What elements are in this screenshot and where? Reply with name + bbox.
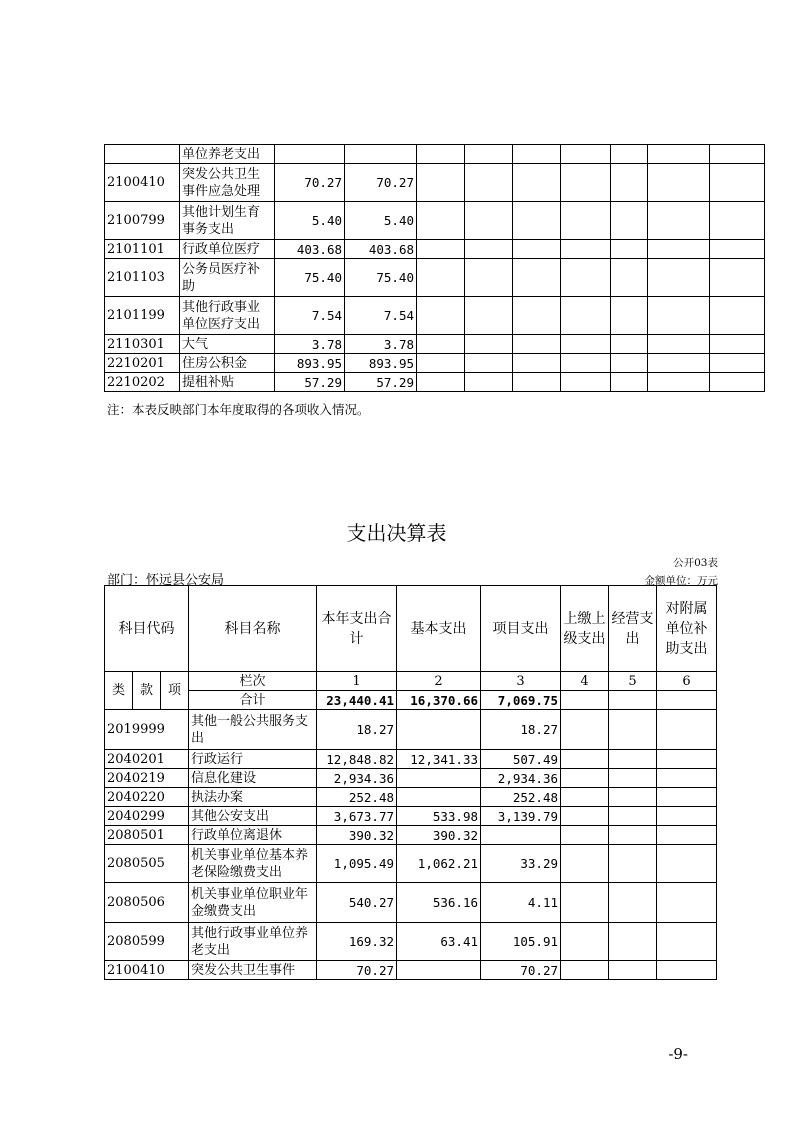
empty-cell [710, 297, 765, 335]
row-code: 2101199 [105, 297, 180, 335]
row-code: 2101101 [105, 240, 180, 259]
empty-cell [611, 202, 648, 240]
empty-cell [611, 145, 648, 164]
table-row [105, 145, 765, 164]
row-basic: 57.29 [345, 373, 417, 392]
empty-cell [609, 845, 657, 883]
col-num-5: 5 [609, 672, 657, 691]
row-project [481, 826, 561, 845]
empty-cell [465, 354, 513, 373]
row-code: 2040220 [105, 788, 189, 807]
empty-cell [611, 354, 648, 373]
header-upper: 上缴上级支出 [561, 586, 609, 672]
sum-label: 合计 [189, 691, 317, 710]
row-code: 2101103 [105, 259, 180, 297]
empty-cell [710, 335, 765, 354]
table-row [105, 297, 765, 335]
empty-cell [561, 335, 611, 354]
empty-cell [609, 710, 657, 750]
empty-cell [611, 164, 648, 202]
empty-cell [417, 373, 465, 392]
table-row [105, 788, 717, 807]
table-row [105, 961, 717, 980]
row-basic: 75.40 [345, 259, 417, 297]
table-row [105, 354, 765, 373]
empty-cell [657, 807, 717, 826]
empty-cell [417, 354, 465, 373]
department-label: 部门：怀远县公安局 [107, 573, 225, 588]
empty-cell [561, 883, 609, 923]
empty-cell [417, 240, 465, 259]
empty-cell [561, 923, 609, 961]
empty-cell [657, 883, 717, 923]
empty-cell [465, 240, 513, 259]
empty-cell [513, 335, 561, 354]
row-code: 2040201 [105, 750, 189, 769]
empty-cell [513, 297, 561, 335]
empty-cell [561, 807, 609, 826]
row-basic: 70.27 [345, 164, 417, 202]
empty-cell [648, 164, 710, 202]
page-number: -9- [668, 1045, 688, 1063]
header-total: 本年支出合计 [317, 586, 397, 672]
empty-cell [710, 240, 765, 259]
row-total [275, 145, 345, 164]
row-total: 3.78 [275, 335, 345, 354]
row-name: 其他行政事业单位养老支出 [189, 923, 317, 961]
empty-cell [513, 240, 561, 259]
row-code: 2100410 [105, 164, 180, 202]
empty-cell [561, 145, 611, 164]
empty-cell [561, 354, 611, 373]
empty-cell [710, 354, 765, 373]
col-num-3: 3 [481, 672, 561, 691]
empty-cell [657, 923, 717, 961]
row-name: 机关事业单位职业年金缴费支出 [189, 883, 317, 923]
empty-cell [648, 240, 710, 259]
row-total: 540.27 [317, 883, 397, 923]
table-row [105, 240, 765, 259]
table-row [105, 202, 765, 240]
empty-cell [561, 297, 611, 335]
header-kuan: 款 [133, 672, 161, 710]
row-basic [397, 788, 481, 807]
empty-cell [465, 259, 513, 297]
row-name: 其他公安支出 [189, 807, 317, 826]
row-name: 单位养老支出 [180, 145, 275, 164]
empty-cell [657, 826, 717, 845]
empty-cell [465, 297, 513, 335]
empty-cell [657, 961, 717, 980]
sum-subsidy [657, 691, 717, 710]
row-code: 2210202 [105, 373, 180, 392]
table-row [105, 373, 765, 392]
row-total: 2,934.36 [317, 769, 397, 788]
row-total: 1,095.49 [317, 845, 397, 883]
empty-cell [657, 710, 717, 750]
empty-cell [465, 164, 513, 202]
row-name: 公务员医疗补助 [180, 259, 275, 297]
row-code: 2019999 [105, 710, 189, 750]
row-basic: 5.40 [345, 202, 417, 240]
row-total: 12,848.82 [317, 750, 397, 769]
row-name: 执法办案 [189, 788, 317, 807]
empty-cell [417, 297, 465, 335]
empty-cell [561, 788, 609, 807]
empty-cell [513, 164, 561, 202]
empty-cell [611, 240, 648, 259]
row-name: 行政单位医疗 [180, 240, 275, 259]
table-row [105, 883, 717, 923]
row-basic: 63.41 [397, 923, 481, 961]
row-name: 突发公共卫生事件应急处理 [180, 164, 275, 202]
row-basic: 536.16 [397, 883, 481, 923]
row-project: 18.27 [481, 710, 561, 750]
row-code: 2080501 [105, 826, 189, 845]
row-basic: 390.32 [397, 826, 481, 845]
header-name: 科目名称 [189, 586, 317, 672]
empty-cell [513, 354, 561, 373]
row-basic: 403.68 [345, 240, 417, 259]
table-note: 注：本表反映部门本年度取得的各项收入情况。 [107, 402, 370, 417]
row-code [105, 145, 180, 164]
table-row [105, 750, 717, 769]
row-basic [345, 145, 417, 164]
empty-cell [710, 259, 765, 297]
empty-cell [561, 750, 609, 769]
row-basic: 533.98 [397, 807, 481, 826]
table-row [105, 259, 765, 297]
row-total: 70.27 [275, 164, 345, 202]
empty-cell [417, 259, 465, 297]
empty-cell [513, 259, 561, 297]
row-project: 105.91 [481, 923, 561, 961]
row-total: 893.95 [275, 354, 345, 373]
table-row [105, 845, 717, 883]
empty-cell [561, 164, 611, 202]
empty-cell [561, 710, 609, 750]
empty-cell [465, 373, 513, 392]
empty-cell [465, 145, 513, 164]
col-num-1: 1 [317, 672, 397, 691]
sum-upper [561, 691, 609, 710]
empty-cell [648, 259, 710, 297]
empty-cell [561, 826, 609, 845]
row-code: 2080505 [105, 845, 189, 883]
row-name: 其他一般公共服务支出 [189, 710, 317, 750]
page-title: 支出决算表 [346, 521, 447, 545]
row-project: 2,934.36 [481, 769, 561, 788]
row-total: 390.32 [317, 826, 397, 845]
empty-cell [609, 826, 657, 845]
row-basic: 12,341.33 [397, 750, 481, 769]
empty-cell [710, 145, 765, 164]
empty-cell [609, 883, 657, 923]
row-total: 57.29 [275, 373, 345, 392]
header-business: 经营支出 [609, 586, 657, 672]
empty-cell [561, 961, 609, 980]
row-total: 169.32 [317, 923, 397, 961]
empty-cell [648, 335, 710, 354]
sum-basic: 16,370.66 [397, 691, 481, 710]
empty-cell [657, 788, 717, 807]
empty-cell [648, 145, 710, 164]
sum-business [609, 691, 657, 710]
row-project: 252.48 [481, 788, 561, 807]
income-table-continuation [104, 144, 765, 392]
empty-cell [710, 373, 765, 392]
row-code: 2100410 [105, 961, 189, 980]
table-row [105, 164, 765, 202]
empty-cell [710, 202, 765, 240]
empty-cell [657, 750, 717, 769]
row-total: 5.40 [275, 202, 345, 240]
header-xiang: 项 [161, 672, 189, 710]
row-code: 2080599 [105, 923, 189, 961]
expenditure-table [104, 585, 717, 980]
row-code: 2110301 [105, 335, 180, 354]
row-total: 75.40 [275, 259, 345, 297]
row-project: 3,139.79 [481, 807, 561, 826]
row-project: 70.27 [481, 961, 561, 980]
row-name: 住房公积金 [180, 354, 275, 373]
row-basic [397, 961, 481, 980]
empty-cell [513, 202, 561, 240]
empty-cell [561, 259, 611, 297]
row-project: 4.11 [481, 883, 561, 923]
empty-cell [648, 202, 710, 240]
empty-cell [648, 297, 710, 335]
empty-cell [611, 335, 648, 354]
empty-cell [611, 297, 648, 335]
empty-cell [561, 845, 609, 883]
row-name: 机关事业单位基本养老保险缴费支出 [189, 845, 317, 883]
header-subsidy: 对附属单位补助支出 [657, 586, 717, 672]
col-num-2: 2 [397, 672, 481, 691]
row-name: 突发公共卫生事件 [189, 961, 317, 980]
sum-row [105, 691, 717, 710]
table-row [105, 335, 765, 354]
table-row [105, 710, 717, 750]
unit-label: 金额单位：万元 [644, 575, 718, 587]
row-name: 行政单位离退休 [189, 826, 317, 845]
empty-cell [710, 164, 765, 202]
column-label: 栏次 [189, 672, 317, 691]
row-code: 2040219 [105, 769, 189, 788]
row-basic: 7.54 [345, 297, 417, 335]
empty-cell [609, 750, 657, 769]
row-code: 2040299 [105, 807, 189, 826]
row-basic [397, 710, 481, 750]
empty-cell [609, 961, 657, 980]
row-total: 70.27 [317, 961, 397, 980]
header-code: 科目代码 [105, 586, 189, 672]
row-code: 2210201 [105, 354, 180, 373]
empty-cell [417, 335, 465, 354]
table-row [105, 807, 717, 826]
row-basic: 893.95 [345, 354, 417, 373]
empty-cell [465, 202, 513, 240]
row-code: 2080506 [105, 883, 189, 923]
empty-cell [513, 373, 561, 392]
empty-cell [657, 769, 717, 788]
empty-cell [465, 335, 513, 354]
table-row [105, 923, 717, 961]
empty-cell [417, 202, 465, 240]
empty-cell [611, 373, 648, 392]
row-name: 大气 [180, 335, 275, 354]
row-total: 7.54 [275, 297, 345, 335]
row-name: 其他计划生育事务支出 [180, 202, 275, 240]
row-basic [397, 769, 481, 788]
sum-project: 7,069.75 [481, 691, 561, 710]
col-num-6: 6 [657, 672, 717, 691]
header-project: 项目支出 [481, 586, 561, 672]
row-total: 18.27 [317, 710, 397, 750]
header-basic: 基本支出 [397, 586, 481, 672]
sum-total: 23,440.41 [317, 691, 397, 710]
empty-cell [417, 145, 465, 164]
empty-cell [417, 164, 465, 202]
row-name: 信息化建设 [189, 769, 317, 788]
row-name: 提租补贴 [180, 373, 275, 392]
row-total: 252.48 [317, 788, 397, 807]
empty-cell [513, 145, 561, 164]
row-name: 其他行政事业单位医疗支出 [180, 297, 275, 335]
header-lei: 类 [105, 672, 133, 710]
row-project: 507.49 [481, 750, 561, 769]
empty-cell [657, 845, 717, 883]
empty-cell [609, 788, 657, 807]
empty-cell [561, 240, 611, 259]
empty-cell [609, 769, 657, 788]
table-row [105, 769, 717, 788]
empty-cell [648, 354, 710, 373]
row-basic: 3.78 [345, 335, 417, 354]
empty-cell [561, 202, 611, 240]
empty-cell [611, 259, 648, 297]
row-total: 3,673.77 [317, 807, 397, 826]
row-project: 33.29 [481, 845, 561, 883]
col-num-4: 4 [561, 672, 609, 691]
empty-cell [561, 769, 609, 788]
row-code: 2100799 [105, 202, 180, 240]
row-total: 403.68 [275, 240, 345, 259]
empty-cell [609, 807, 657, 826]
empty-cell [609, 923, 657, 961]
column-number-row [105, 672, 717, 691]
empty-cell [648, 373, 710, 392]
header-row [105, 586, 717, 672]
table-number: 公开03表 [673, 557, 718, 569]
empty-cell [561, 373, 611, 392]
row-basic: 1,062.21 [397, 845, 481, 883]
row-name: 行政运行 [189, 750, 317, 769]
table-row [105, 826, 717, 845]
